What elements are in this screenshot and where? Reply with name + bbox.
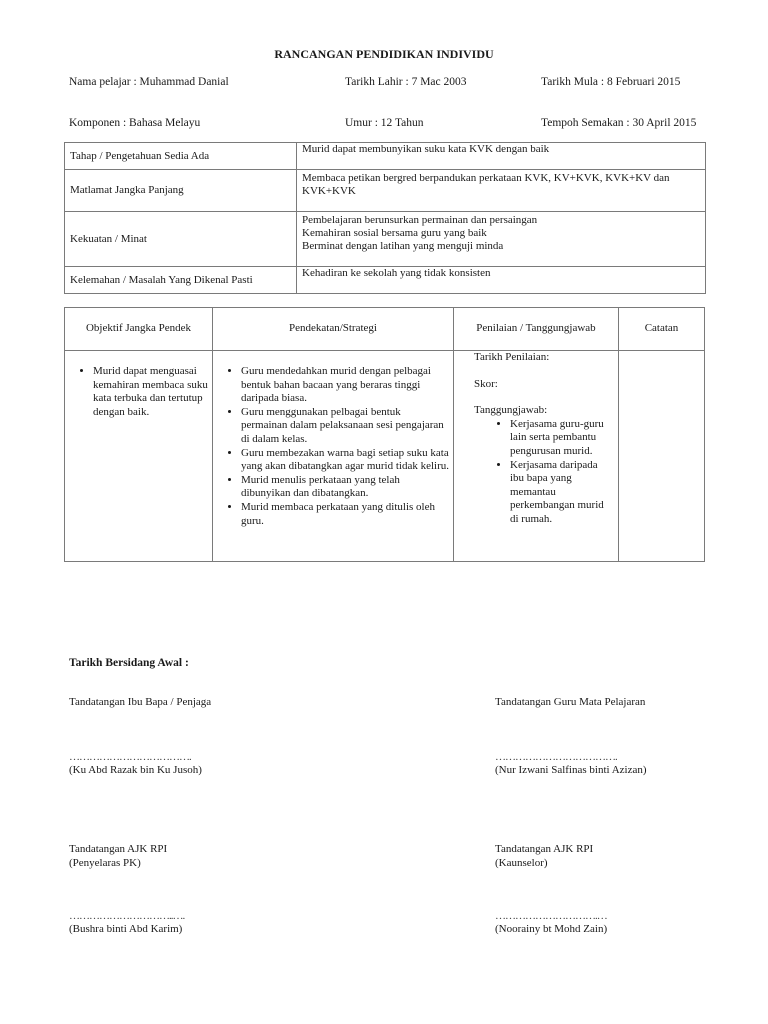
plan-table	[64, 307, 705, 562]
tarikh-penilaian: Tarikh Penilaian:	[474, 351, 550, 363]
profile-value	[297, 212, 706, 267]
profile-value-line: Kemahiran sosial bersama guru yang baik	[302, 227, 487, 239]
parent-name: (Ku Abd Razak bin Ku Jusoh)	[69, 764, 202, 776]
ajk-signature-line: …………………………..….	[69, 910, 185, 922]
student-name: Nama pelajar : Muhammad Danial	[69, 76, 229, 88]
profile-row	[65, 143, 706, 170]
strategi-item: • Murid menulis perkataan yang telah dibunyikan dan dibatangkan.	[241, 474, 449, 501]
teacher-signature-label: Tandatangan Guru Mata Pelajaran	[495, 696, 646, 708]
profile-value-line: Pembelajaran berunsurkan permainan dan persaingan	[302, 214, 538, 226]
tarikh-bersidang: Tarikh Bersidang Awal :	[69, 657, 189, 669]
strategi-list	[213, 365, 449, 528]
plan-header-row	[65, 308, 705, 351]
teacher-name: (Nur Izwani Salfinas binti Azizan)	[495, 764, 647, 776]
age: Umur : 12 Tahun	[345, 117, 424, 129]
strategi-cell	[213, 351, 454, 562]
plan-body-row	[65, 351, 705, 562]
profile-value	[297, 170, 706, 212]
review-period: Tempoh Semakan : 30 April 2015	[541, 117, 697, 129]
tanggungjawab: Tanggungjawab:	[474, 404, 548, 417]
tanggungjawab-item: • Kerjasama guru-guru lain serta pembantu pengurusan murid.	[510, 418, 614, 459]
strategi-item: • Guru membezakan warna bagi setiap suku kata yang akan dibatangkan agar murid tidak keliru.	[241, 447, 449, 474]
tanggungjawab-item: • Kerjasama daripada ibu bapa yang memantau perkembangan murid di rumah.	[510, 459, 614, 527]
component: Komponen : Bahasa Melayu	[69, 117, 201, 129]
ajk-name: (Noorainy bt Mohd Zain)	[495, 923, 608, 935]
ajk-name: (Bushra binti Abd Karim)	[69, 923, 183, 935]
profile-row	[65, 170, 706, 212]
birth-date: Tarikh Lahir : 7 Mac 2003	[345, 76, 467, 88]
profile-value-line: Membaca petikan bergred berpandukan perkataan KVK, KV+KVK, KVK+KV dan	[302, 172, 670, 184]
header-strategi: Pendekatan/Strategi	[213, 308, 454, 351]
profile-value-line: KVK+KVK	[302, 185, 356, 197]
profile-value	[297, 267, 706, 294]
profile-label: Kelemahan / Masalah Yang Dikenal Pasti	[65, 267, 297, 294]
catatan-cell	[619, 351, 705, 562]
profile-label: Matlamat Jangka Panjang	[65, 170, 297, 212]
skor: Skor:	[474, 377, 498, 390]
penilaian-cell	[454, 351, 619, 562]
strategi-item: • Guru menggunakan pelbagai bentuk permainan dalam pelaksanaan sesi pengajaran di dalam kelas.	[241, 406, 449, 447]
header-objektif: Objektif Jangka Pendek	[65, 308, 213, 351]
profile-label: Tahap / Pengetahuan Sedia Ada	[65, 143, 297, 170]
profile-row	[65, 267, 706, 294]
tanggungjawab-list	[474, 418, 614, 527]
objektif-cell	[65, 351, 213, 562]
start-date: Tarikh Mula : 8 Februari 2015	[541, 76, 681, 88]
strategi-item: • Murid membaca perkataan yang ditulis oleh guru.	[241, 501, 449, 528]
header-penilaian: Penilaian / Tanggungjawab	[454, 308, 619, 351]
objektif-item: • Murid dapat menguasai kemahiran membaca suku kata terbuka dan tertutup dengan baik.	[93, 365, 208, 419]
profile-row	[65, 212, 706, 267]
profile-value	[297, 143, 706, 170]
profile-table	[64, 142, 706, 294]
profile-value-line: Kehadiran ke sekolah yang tidak konsisten	[302, 267, 491, 279]
teacher-signature-line: ……………………………….	[495, 751, 617, 763]
document-title: RANCANGAN PENDIDIKAN INDIVIDU	[274, 47, 494, 61]
strategi-item: • Guru mendedahkan murid dengan pelbagai bentuk bahan bacaan yang beraras tinggi daripada biasa.	[241, 365, 449, 406]
ajk-role: (Penyelaras PK)	[69, 857, 141, 869]
ajk-signature-label: Tandatangan AJK RPI	[495, 843, 594, 855]
parent-signature-label: Tandatangan Ibu Bapa / Penjaga	[69, 696, 212, 708]
parent-signature-line: ……………………………….	[69, 751, 191, 763]
ajk-signature-line: ………………………….…	[495, 910, 607, 922]
objektif-list	[65, 365, 208, 419]
header-catatan: Catatan	[619, 308, 705, 351]
profile-value-line: Berminat dengan latihan yang menguji minda	[302, 240, 504, 252]
profile-label: Kekuatan / Minat	[65, 212, 297, 267]
ajk-role: (Kaunselor)	[495, 857, 548, 869]
ajk-signature-label: Tandatangan AJK RPI	[69, 843, 168, 855]
profile-value-line: Murid dapat membunyikan suku kata KVK dengan baik	[302, 143, 550, 155]
